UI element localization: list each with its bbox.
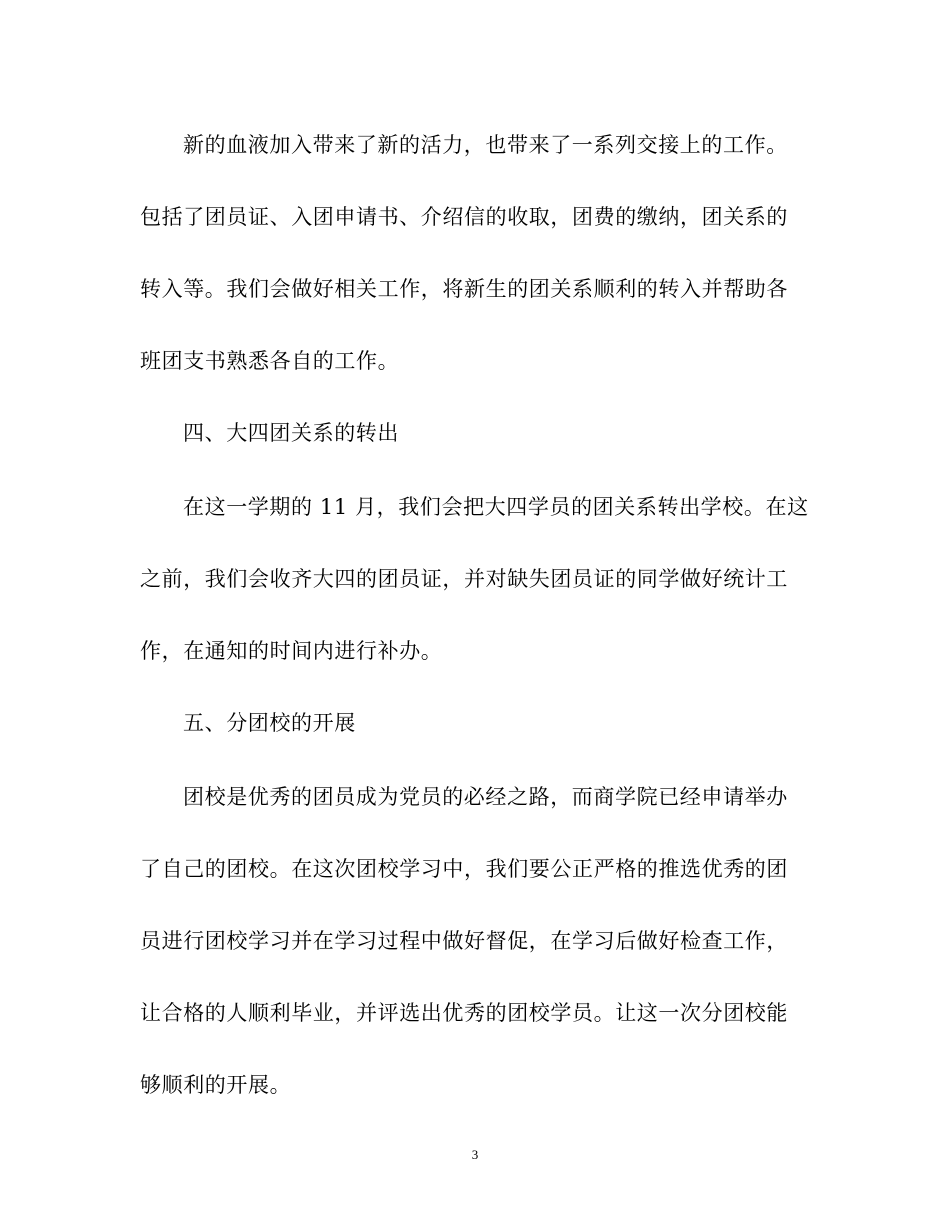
paragraph-line: 员进行团校学习并在学习过程中做好督促，在学习后做好检查工作， (140, 929, 788, 953)
paragraph-line: 够顺利的开展。 (140, 1073, 292, 1097)
paragraph-line: 让合格的人顺利毕业，并评选出优秀的团校学员。让这一次分团校能 (140, 1001, 788, 1025)
section-heading: 五、分团校的开展 (183, 711, 356, 735)
section-heading: 四、大四团关系的转出 (183, 421, 399, 445)
paragraph-line: 团校是优秀的团员成为党员的必经之路，而商学院已经申请举办 (183, 785, 788, 809)
paragraph-line: 了自己的团校。在这次团校学习中，我们要公正严格的推选优秀的团 (140, 857, 788, 881)
paragraph-line: 新的血液加入带来了新的活力，也带来了一系列交接上的工作。 (183, 133, 788, 157)
paragraph-line: 之前，我们会收齐大四的团员证，并对缺失团员证的同学做好统计工 (140, 567, 788, 591)
paragraph-line: 在这一学期的 11 月，我们会把大四学员的团关系转出学校。在这 (183, 495, 809, 519)
paragraph-line: 班团支书熟悉各自的工作。 (140, 349, 400, 373)
paragraph-line: 转入等。我们会做好相关工作，将新生的团关系顺利的转入并帮助各 (140, 277, 788, 301)
paragraph-line: 作，在通知的时间内进行补办。 (140, 639, 443, 663)
page-number: 3 (471, 1147, 479, 1162)
paragraph-line: 包括了团员证、入团申请书、介绍信的收取，团费的缴纳，团关系的 (140, 205, 788, 229)
